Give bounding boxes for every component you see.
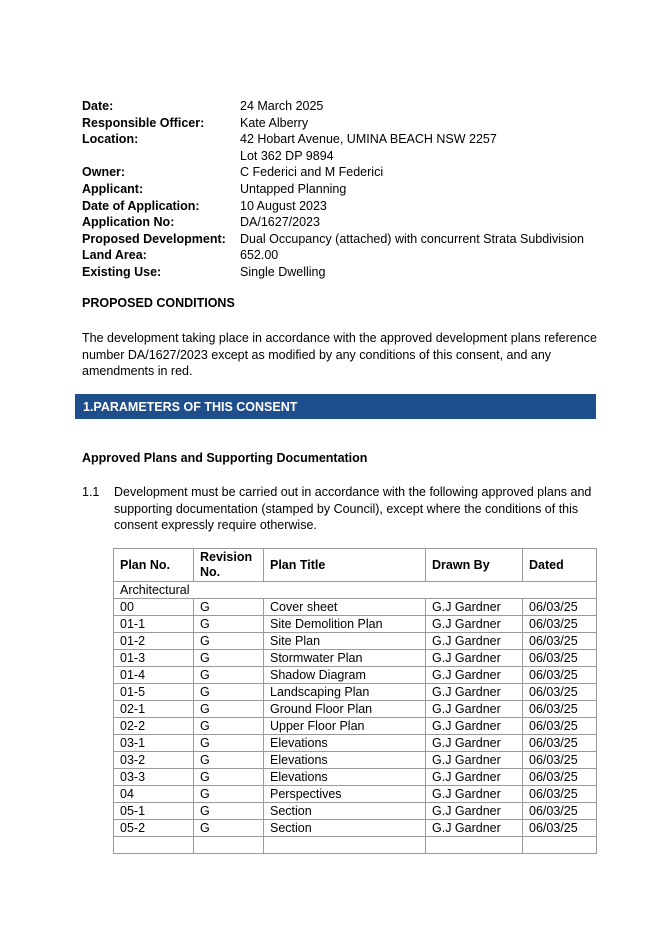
- clause-text: Development must be carried out in accordance with the following approved plans and supporting documentation (stamped by Council), except where the conditions of this consent expressly require otherwise.: [114, 485, 592, 533]
- table-cell: G: [194, 735, 264, 752]
- table-cell: G: [194, 786, 264, 803]
- table-cell: 06/03/25: [523, 633, 597, 650]
- table-cell: 03-2: [114, 752, 194, 769]
- table-cell: G.J Gardner: [426, 735, 523, 752]
- table-cell: G: [194, 803, 264, 820]
- table-cell: 02-2: [114, 718, 194, 735]
- table-cell: 02-1: [114, 701, 194, 718]
- detail-row: [82, 264, 602, 281]
- detail-label: Proposed Development:: [82, 231, 226, 246]
- table-cell: G: [194, 650, 264, 667]
- detail-value: DA/1627/2023: [240, 215, 320, 230]
- table-cell: [114, 837, 194, 854]
- table-cell: G: [194, 616, 264, 633]
- table-cell: 01-5: [114, 684, 194, 701]
- table-cell: G.J Gardner: [426, 752, 523, 769]
- table-cell: 06/03/25: [523, 803, 597, 820]
- column-header: Dated: [523, 549, 597, 582]
- detail-label: Location:: [82, 132, 139, 147]
- detail-row: [82, 214, 602, 231]
- detail-value: 24 March 2025: [240, 99, 324, 113]
- detail-label: Applicant:: [82, 181, 144, 196]
- table-cell: 03-3: [114, 769, 194, 786]
- column-header: Plan Title: [264, 549, 426, 582]
- table-cell: G.J Gardner: [426, 599, 523, 616]
- table-cell: G.J Gardner: [426, 684, 523, 701]
- detail-row: [82, 131, 602, 148]
- table-row: [114, 769, 597, 786]
- detail-value: 42 Hobart Avenue, UMINA BEACH NSW 2257: [240, 132, 497, 147]
- table-row: [114, 735, 597, 752]
- table-cell: Site Demolition Plan: [264, 616, 426, 633]
- detail-label: Application No:: [82, 215, 175, 230]
- column-header: Drawn By: [426, 549, 523, 582]
- table-cell: G: [194, 718, 264, 735]
- table-cell: 06/03/25: [523, 599, 597, 616]
- table-cell: 04: [114, 786, 194, 803]
- table-cell: 01-3: [114, 650, 194, 667]
- table-cell: 01-2: [114, 633, 194, 650]
- detail-value: C Federici and M Federici: [240, 165, 384, 180]
- detail-row: [82, 148, 602, 165]
- table-cell: G.J Gardner: [426, 650, 523, 667]
- table-cell: 06/03/25: [523, 735, 597, 752]
- table-cell: Ground Floor Plan: [264, 701, 426, 718]
- table-cell: 06/03/25: [523, 786, 597, 803]
- column-header: Plan No.: [114, 549, 194, 582]
- detail-label: Land Area:: [82, 248, 147, 263]
- detail-row: [82, 115, 602, 132]
- table-cell: [523, 837, 597, 854]
- table-cell: G: [194, 633, 264, 650]
- column-header: Revision No.: [194, 549, 264, 582]
- detail-label: Date:: [82, 99, 114, 113]
- table-cell: Elevations: [264, 769, 426, 786]
- detail-value: Single Dwelling: [240, 264, 326, 279]
- table-cell: 06/03/25: [523, 701, 597, 718]
- table-cell: G.J Gardner: [426, 718, 523, 735]
- detail-label: Existing Use:: [82, 264, 162, 279]
- table-row: [114, 650, 597, 667]
- table-row: [114, 718, 597, 735]
- table-row: [114, 752, 597, 769]
- table-cell: 00: [114, 599, 194, 616]
- table-row: [114, 684, 597, 701]
- detail-value: Dual Occupancy (attached) with concurrent Strata Subdivision: [240, 231, 584, 246]
- detail-value: Untapped Planning: [240, 181, 347, 196]
- detail-value: 652.00: [240, 248, 279, 263]
- table-header-row: [114, 549, 597, 582]
- table-row: [114, 667, 597, 684]
- approved-plans-table: [113, 548, 597, 854]
- application-details: [82, 98, 602, 281]
- table-cell: 06/03/25: [523, 718, 597, 735]
- table-group-row: [114, 582, 597, 599]
- detail-label: Responsible Officer:: [82, 115, 205, 130]
- table-cell: 06/03/25: [523, 650, 597, 667]
- table-cell: Perspectives: [264, 786, 426, 803]
- table-row: [114, 820, 597, 837]
- detail-value: Kate Alberry: [240, 115, 309, 130]
- table-cell: 06/03/25: [523, 616, 597, 633]
- detail-value: 10 August 2023: [240, 198, 327, 213]
- table-cell: G: [194, 599, 264, 616]
- detail-value: Lot 362 DP 9894: [240, 148, 334, 163]
- table-cell: G: [194, 752, 264, 769]
- table-cell: Site Plan: [264, 633, 426, 650]
- table-row: [114, 616, 597, 633]
- detail-row: [82, 164, 602, 181]
- table-cell: Stormwater Plan: [264, 650, 426, 667]
- detail-label: Date of Application:: [82, 198, 200, 213]
- table-cell: Upper Floor Plan: [264, 718, 426, 735]
- table-cell: 06/03/25: [523, 769, 597, 786]
- detail-label: [82, 148, 240, 165]
- table-cell: G.J Gardner: [426, 616, 523, 633]
- table-cell: Section: [264, 820, 426, 837]
- detail-row: [82, 98, 602, 115]
- table-cell: G.J Gardner: [426, 633, 523, 650]
- table-cell: 06/03/25: [523, 820, 597, 837]
- group-label: Architectural: [114, 582, 597, 599]
- table-cell: Shadow Diagram: [264, 667, 426, 684]
- table-cell: [264, 837, 426, 854]
- proposed-conditions-intro: The development taking place in accordance with the approved development plans reference number DA/1627/2023 except as modified by any conditions of this consent, and any amendments in red.: [82, 331, 597, 379]
- table-cell: Elevations: [264, 735, 426, 752]
- table-cell: Landscaping Plan: [264, 684, 426, 701]
- table-cell: Elevations: [264, 752, 426, 769]
- proposed-conditions-heading: PROPOSED CONDITIONS: [82, 296, 235, 310]
- clause-number: 1.1: [82, 485, 100, 499]
- table-cell: G.J Gardner: [426, 786, 523, 803]
- detail-label: Owner:: [82, 165, 126, 180]
- detail-row: [82, 231, 602, 248]
- table-cell: Section: [264, 803, 426, 820]
- table-cell: G: [194, 667, 264, 684]
- table-cell: G: [194, 820, 264, 837]
- table-cell: G.J Gardner: [426, 769, 523, 786]
- table-cell: 06/03/25: [523, 752, 597, 769]
- table-cell: G.J Gardner: [426, 701, 523, 718]
- table-row: [114, 837, 597, 854]
- table-cell: Cover sheet: [264, 599, 426, 616]
- table-cell: G.J Gardner: [426, 803, 523, 820]
- table-row: [114, 633, 597, 650]
- detail-row: [82, 198, 602, 215]
- table-row: [114, 701, 597, 718]
- table-cell: 01-1: [114, 616, 194, 633]
- table-cell: G.J Gardner: [426, 667, 523, 684]
- table-cell: 05-1: [114, 803, 194, 820]
- table-cell: 03-1: [114, 735, 194, 752]
- table-row: [114, 599, 597, 616]
- table-cell: 05-2: [114, 820, 194, 837]
- table-cell: G: [194, 684, 264, 701]
- table-cell: G.J Gardner: [426, 820, 523, 837]
- table-cell: [194, 837, 264, 854]
- section-banner: 1.PARAMETERS OF THIS CONSENT: [75, 394, 596, 419]
- table-row: [114, 803, 597, 820]
- table-row: [114, 786, 597, 803]
- table-cell: 01-4: [114, 667, 194, 684]
- detail-row: [82, 247, 602, 264]
- table-cell: G: [194, 701, 264, 718]
- table-cell: G: [194, 769, 264, 786]
- detail-row: [82, 181, 602, 198]
- table-cell: 06/03/25: [523, 667, 597, 684]
- approved-plans-heading: Approved Plans and Supporting Documentation: [82, 451, 368, 465]
- table-cell: [426, 837, 523, 854]
- clause-1-1: [82, 484, 602, 534]
- table-cell: 06/03/25: [523, 684, 597, 701]
